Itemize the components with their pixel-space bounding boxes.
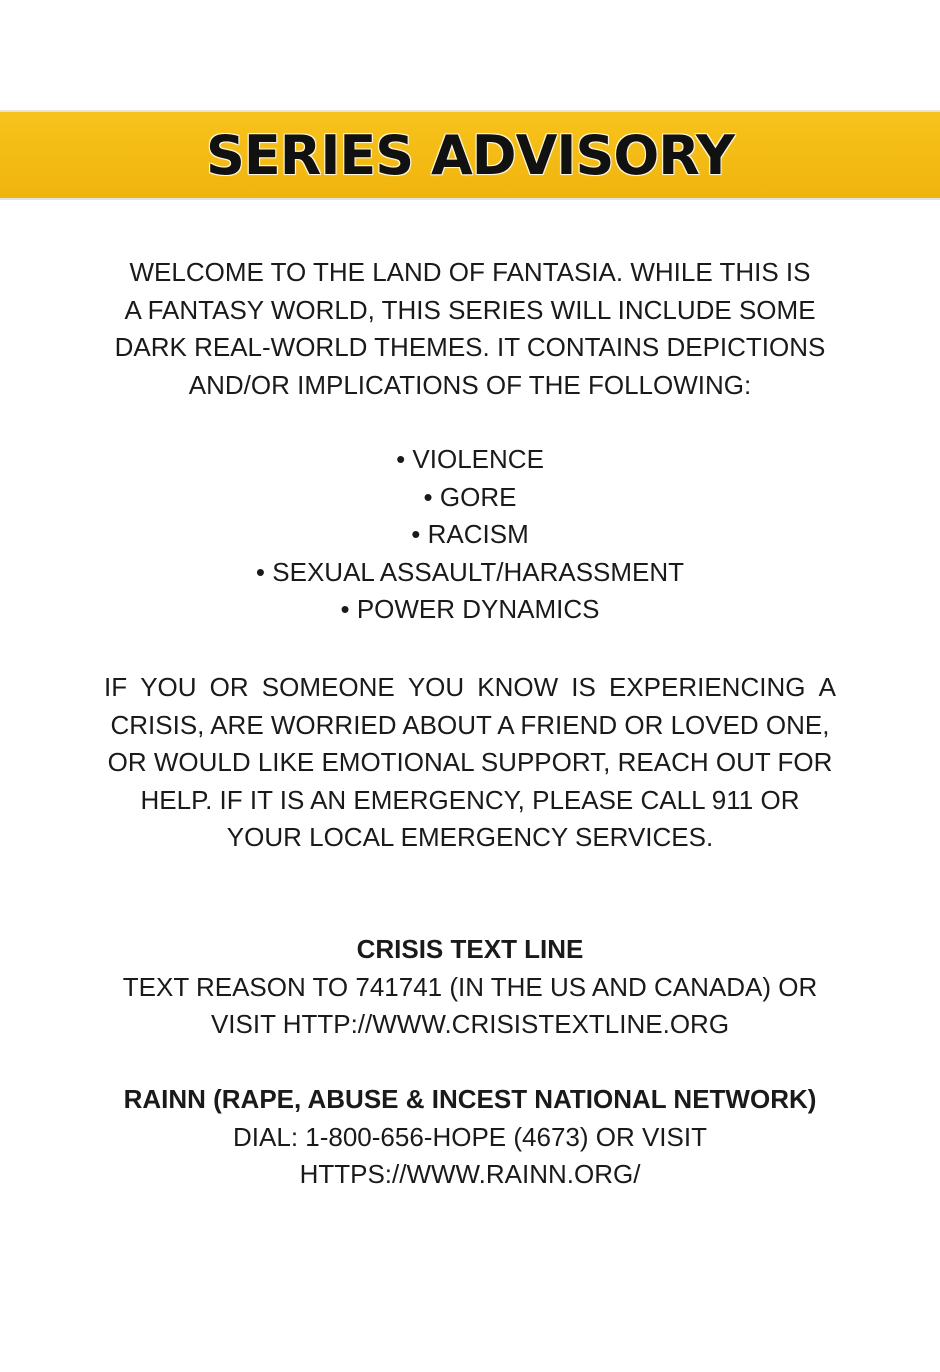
intro-line: DARK REAL-WORLD THEMES. IT CONTAINS DEPICTIONS (114, 332, 826, 362)
intro-line: A FANTASY WORLD, THIS SERIES WILL INCLUDE SOME (124, 294, 816, 325)
rainn-title: RAINN (RAPE, ABUSE & INCEST NATIONAL NETWORK) (123, 1084, 817, 1114)
support-line: OR WOULD LIKE EMOTIONAL SUPPORT, REACH OUT FOR (107, 747, 833, 777)
list-item (80, 441, 860, 479)
page-title: SERIES ADVISORY (205, 123, 735, 187)
bullet-icon: • (423, 481, 433, 512)
rainn-line: DIAL: 1-800-656-HOPE (4673) OR VISIT (233, 1121, 707, 1152)
list-item (80, 516, 860, 554)
bullet-icon: • (411, 519, 421, 549)
support-line: CRISIS, ARE WORRIED ABOUT A FRIEND OR LOVED ONE, (110, 709, 830, 740)
support-line: HELP. IF IT IS AN EMERGENCY, PLEASE CALL 911 OR (140, 784, 800, 815)
support-line: YOUR LOCAL EMERGENCY SERVICES. (226, 822, 714, 852)
crisis-text-line-line: TEXT REASON TO 741741 (IN THE US AND CANADA) OR (122, 971, 818, 1002)
theme-label: GORE (439, 481, 517, 512)
intro-line: WELCOME TO THE LAND OF FANTASIA. WHILE THIS IS (129, 257, 811, 287)
bullet-icon: • (396, 444, 406, 474)
crisis-text-line-section (80, 931, 860, 1044)
theme-label: SEXUAL ASSAULT/HARASSMENT (272, 556, 685, 587)
crisis-text-line-title: CRISIS TEXT LINE (356, 934, 584, 964)
list-item (80, 479, 860, 517)
theme-label: POWER DYNAMICS (356, 594, 600, 624)
list-item (80, 554, 860, 592)
advisory-banner (0, 110, 940, 200)
rainn-link: HTTPS://WWW.RAINN.ORG/ (299, 1159, 641, 1189)
support-paragraph (104, 669, 836, 857)
list-item (80, 591, 860, 629)
rainn-section (60, 1081, 880, 1194)
theme-label: VIOLENCE (412, 444, 544, 474)
crisis-text-line-link: VISIT HTTP://WWW.CRISISTEXTLINE.ORG (210, 1009, 730, 1039)
intro-paragraph (80, 254, 860, 404)
themes-list (80, 441, 860, 629)
theme-label: RACISM (427, 519, 529, 549)
bullet-icon: • (340, 594, 350, 624)
support-first-line: IF YOU OR SOMEONE YOU KNOW IS EXPERIENCING A (104, 672, 836, 702)
intro-line: AND/OR IMPLICATIONS OF THE FOLLOWING: (188, 369, 752, 400)
bullet-icon: • (255, 556, 266, 587)
